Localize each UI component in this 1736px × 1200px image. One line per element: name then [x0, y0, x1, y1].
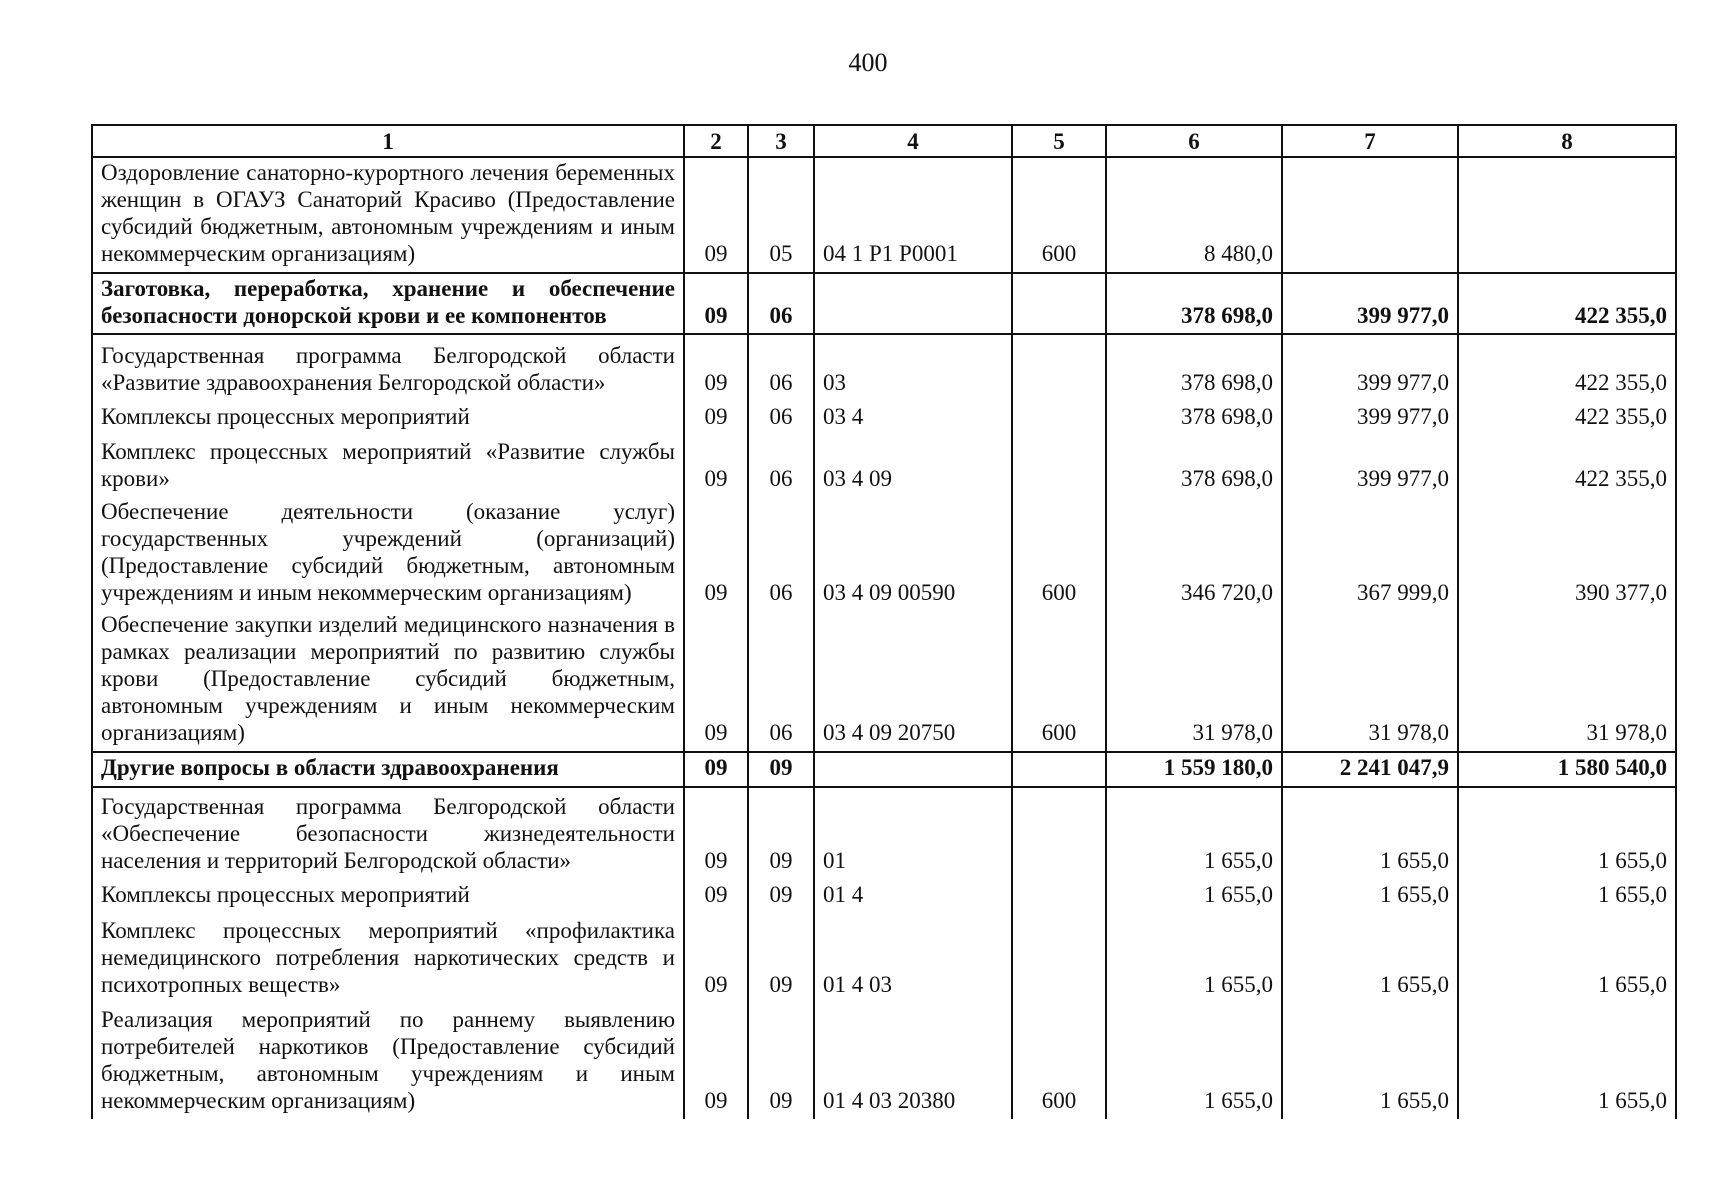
- cell-subsection: 06: [748, 434, 814, 496]
- table-row-group: [92, 752, 1676, 787]
- row-name: Комплекс процессных мероприятий «профилактика немедицинского потребления наркотических средств и психотропных веществ»: [92, 913, 684, 1003]
- cell-amount-7: 399 977,0: [1282, 400, 1458, 434]
- cell-subsection: 09: [748, 879, 814, 913]
- cell-target-article: 03 4 09 20750: [814, 610, 1012, 752]
- cell-amount-6: 31 978,0: [1106, 610, 1282, 752]
- column-header: 7: [1282, 125, 1458, 157]
- cell-target-article: [814, 273, 1012, 335]
- cell-expense-type: [1012, 787, 1106, 879]
- column-header: 6: [1106, 125, 1282, 157]
- cell-amount-8: 1 655,0: [1458, 1003, 1676, 1119]
- cell-expense-type: [1012, 400, 1106, 434]
- cell-amount-8: 390 377,0: [1458, 496, 1676, 610]
- cell-amount-7: 1 655,0: [1282, 1003, 1458, 1119]
- cell-amount-7: [1282, 157, 1458, 273]
- column-header: 3: [748, 125, 814, 157]
- table-row: [92, 434, 1676, 496]
- cell-section: 09: [684, 610, 748, 752]
- cell-amount-6: 346 720,0: [1106, 496, 1282, 610]
- cell-subsection: 09: [748, 1003, 814, 1119]
- page-number: 400: [848, 48, 888, 77]
- cell-expense-type: [1012, 913, 1106, 1003]
- cell-amount-6: 1 655,0: [1106, 1003, 1282, 1119]
- cell-amount-8: 422 355,0: [1458, 273, 1676, 335]
- row-name: Государственная программа Белгородской области «Развитие здравоохранения Белгородской области»: [92, 334, 684, 400]
- cell-subsection: 06: [748, 273, 814, 335]
- cell-amount-8: 1 655,0: [1458, 913, 1676, 1003]
- cell-subsection: 09: [748, 752, 814, 787]
- cell-amount-8: 1 655,0: [1458, 787, 1676, 879]
- column-header: 5: [1012, 125, 1106, 157]
- table-row: [92, 157, 1676, 273]
- cell-amount-7: 1 655,0: [1282, 787, 1458, 879]
- cell-expense-type: [1012, 434, 1106, 496]
- cell-target-article: 04 1 Р1 Р0001: [814, 157, 1012, 273]
- row-name: Комплекс процессных мероприятий «Развитие службы крови»: [92, 434, 684, 496]
- cell-section: 09: [684, 400, 748, 434]
- cell-amount-6: 378 698,0: [1106, 273, 1282, 335]
- cell-amount-7: 399 977,0: [1282, 273, 1458, 335]
- table-row: [92, 1003, 1676, 1119]
- table-row-group: [92, 273, 1676, 335]
- cell-target-article: 03 4 09: [814, 434, 1012, 496]
- cell-amount-8: 31 978,0: [1458, 610, 1676, 752]
- cell-section: 09: [684, 913, 748, 1003]
- table-row: [92, 334, 1676, 400]
- cell-section: 09: [684, 752, 748, 787]
- table-row: [92, 610, 1676, 752]
- cell-amount-7: 1 655,0: [1282, 913, 1458, 1003]
- table-row: [92, 400, 1676, 434]
- cell-subsection: 05: [748, 157, 814, 273]
- cell-amount-6: 1 655,0: [1106, 787, 1282, 879]
- cell-amount-7: 1 655,0: [1282, 879, 1458, 913]
- table-row: [92, 913, 1676, 1003]
- table-row: [92, 879, 1676, 913]
- cell-subsection: 06: [748, 610, 814, 752]
- cell-amount-8: 422 355,0: [1458, 400, 1676, 434]
- row-name: Обеспечение закупки изделий медицинского назначения в рамках реализации мероприятий по развитию службы крови (Предоставление субсидий бюджетным, автономным учреждениям и иным некоммерческим организациям): [92, 610, 684, 752]
- cell-section: 09: [684, 434, 748, 496]
- cell-target-article: 03: [814, 334, 1012, 400]
- cell-section: 09: [684, 1003, 748, 1119]
- cell-amount-6: 378 698,0: [1106, 334, 1282, 400]
- cell-target-article: 03 4 09 00590: [814, 496, 1012, 610]
- cell-amount-6: 378 698,0: [1106, 400, 1282, 434]
- cell-section: 09: [684, 157, 748, 273]
- cell-section: 09: [684, 496, 748, 610]
- column-header: 2: [684, 125, 748, 157]
- cell-amount-7: 31 978,0: [1282, 610, 1458, 752]
- cell-subsection: 06: [748, 496, 814, 610]
- cell-subsection: 09: [748, 787, 814, 879]
- row-name: Заготовка, переработка, хранение и обеспечение безопасности донорской крови и ее компонентов: [92, 273, 684, 335]
- cell-amount-8: 1 655,0: [1458, 879, 1676, 913]
- column-header: 8: [1458, 125, 1676, 157]
- row-name: Другие вопросы в области здравоохранения: [92, 752, 684, 787]
- cell-amount-6: 378 698,0: [1106, 434, 1282, 496]
- cell-expense-type: 600: [1012, 610, 1106, 752]
- table-row: [92, 496, 1676, 610]
- budget-table: [91, 124, 1677, 1119]
- cell-expense-type: [1012, 273, 1106, 335]
- cell-amount-7: 399 977,0: [1282, 334, 1458, 400]
- cell-amount-8: 422 355,0: [1458, 334, 1676, 400]
- cell-target-article: 01 4: [814, 879, 1012, 913]
- row-name: Комплексы процессных мероприятий: [92, 879, 684, 913]
- header-row: [92, 125, 1676, 157]
- cell-expense-type: [1012, 879, 1106, 913]
- cell-expense-type: 600: [1012, 496, 1106, 610]
- cell-section: 09: [684, 879, 748, 913]
- cell-target-article: [814, 752, 1012, 787]
- row-name: Обеспечение деятельности (оказание услуг) государственных учреждений (организаций) (Предоставление субсидий бюджетным, автономным учреждениям и иным некоммерческим организациям): [92, 496, 684, 610]
- cell-section: 09: [684, 273, 748, 335]
- cell-amount-6: 1 559 180,0: [1106, 752, 1282, 787]
- cell-expense-type: [1012, 334, 1106, 400]
- column-header: 4: [814, 125, 1012, 157]
- cell-target-article: 01 4 03 20380: [814, 1003, 1012, 1119]
- cell-amount-6: 1 655,0: [1106, 879, 1282, 913]
- cell-target-article: 01: [814, 787, 1012, 879]
- row-name: Оздоровление санаторно-курортного лечения беременных женщин в ОГАУЗ Санаторий Красиво (Предоставление субсидий бюджетным, автономным учреждениям и иным некоммерческим организациям): [92, 157, 684, 273]
- cell-amount-7: 399 977,0: [1282, 434, 1458, 496]
- cell-subsection: 09: [748, 913, 814, 1003]
- cell-section: 09: [684, 334, 748, 400]
- cell-amount-8: 1 580 540,0: [1458, 752, 1676, 787]
- cell-amount-8: [1458, 157, 1676, 273]
- cell-target-article: 03 4: [814, 400, 1012, 434]
- row-name: Государственная программа Белгородской области «Обеспечение безопасности жизнедеятельности населения и территорий Белгородской области»: [92, 787, 684, 879]
- cell-expense-type: 600: [1012, 157, 1106, 273]
- cell-amount-7: 367 999,0: [1282, 496, 1458, 610]
- cell-amount-8: 422 355,0: [1458, 434, 1676, 496]
- cell-target-article: 01 4 03: [814, 913, 1012, 1003]
- row-name: Комплексы процессных мероприятий: [92, 400, 684, 434]
- cell-expense-type: [1012, 752, 1106, 787]
- column-header: 1: [92, 125, 684, 157]
- cell-amount-6: 8 480,0: [1106, 157, 1282, 273]
- cell-subsection: 06: [748, 400, 814, 434]
- cell-section: 09: [684, 787, 748, 879]
- cell-amount-7: 2 241 047,9: [1282, 752, 1458, 787]
- cell-subsection: 06: [748, 334, 814, 400]
- cell-amount-6: 1 655,0: [1106, 913, 1282, 1003]
- table-row: [92, 787, 1676, 879]
- row-name: Реализация мероприятий по раннему выявлению потребителей наркотиков (Предоставление субсидий бюджетным, автономным учреждениям и иным некоммерческим организациям): [92, 1003, 684, 1119]
- cell-expense-type: 600: [1012, 1003, 1106, 1119]
